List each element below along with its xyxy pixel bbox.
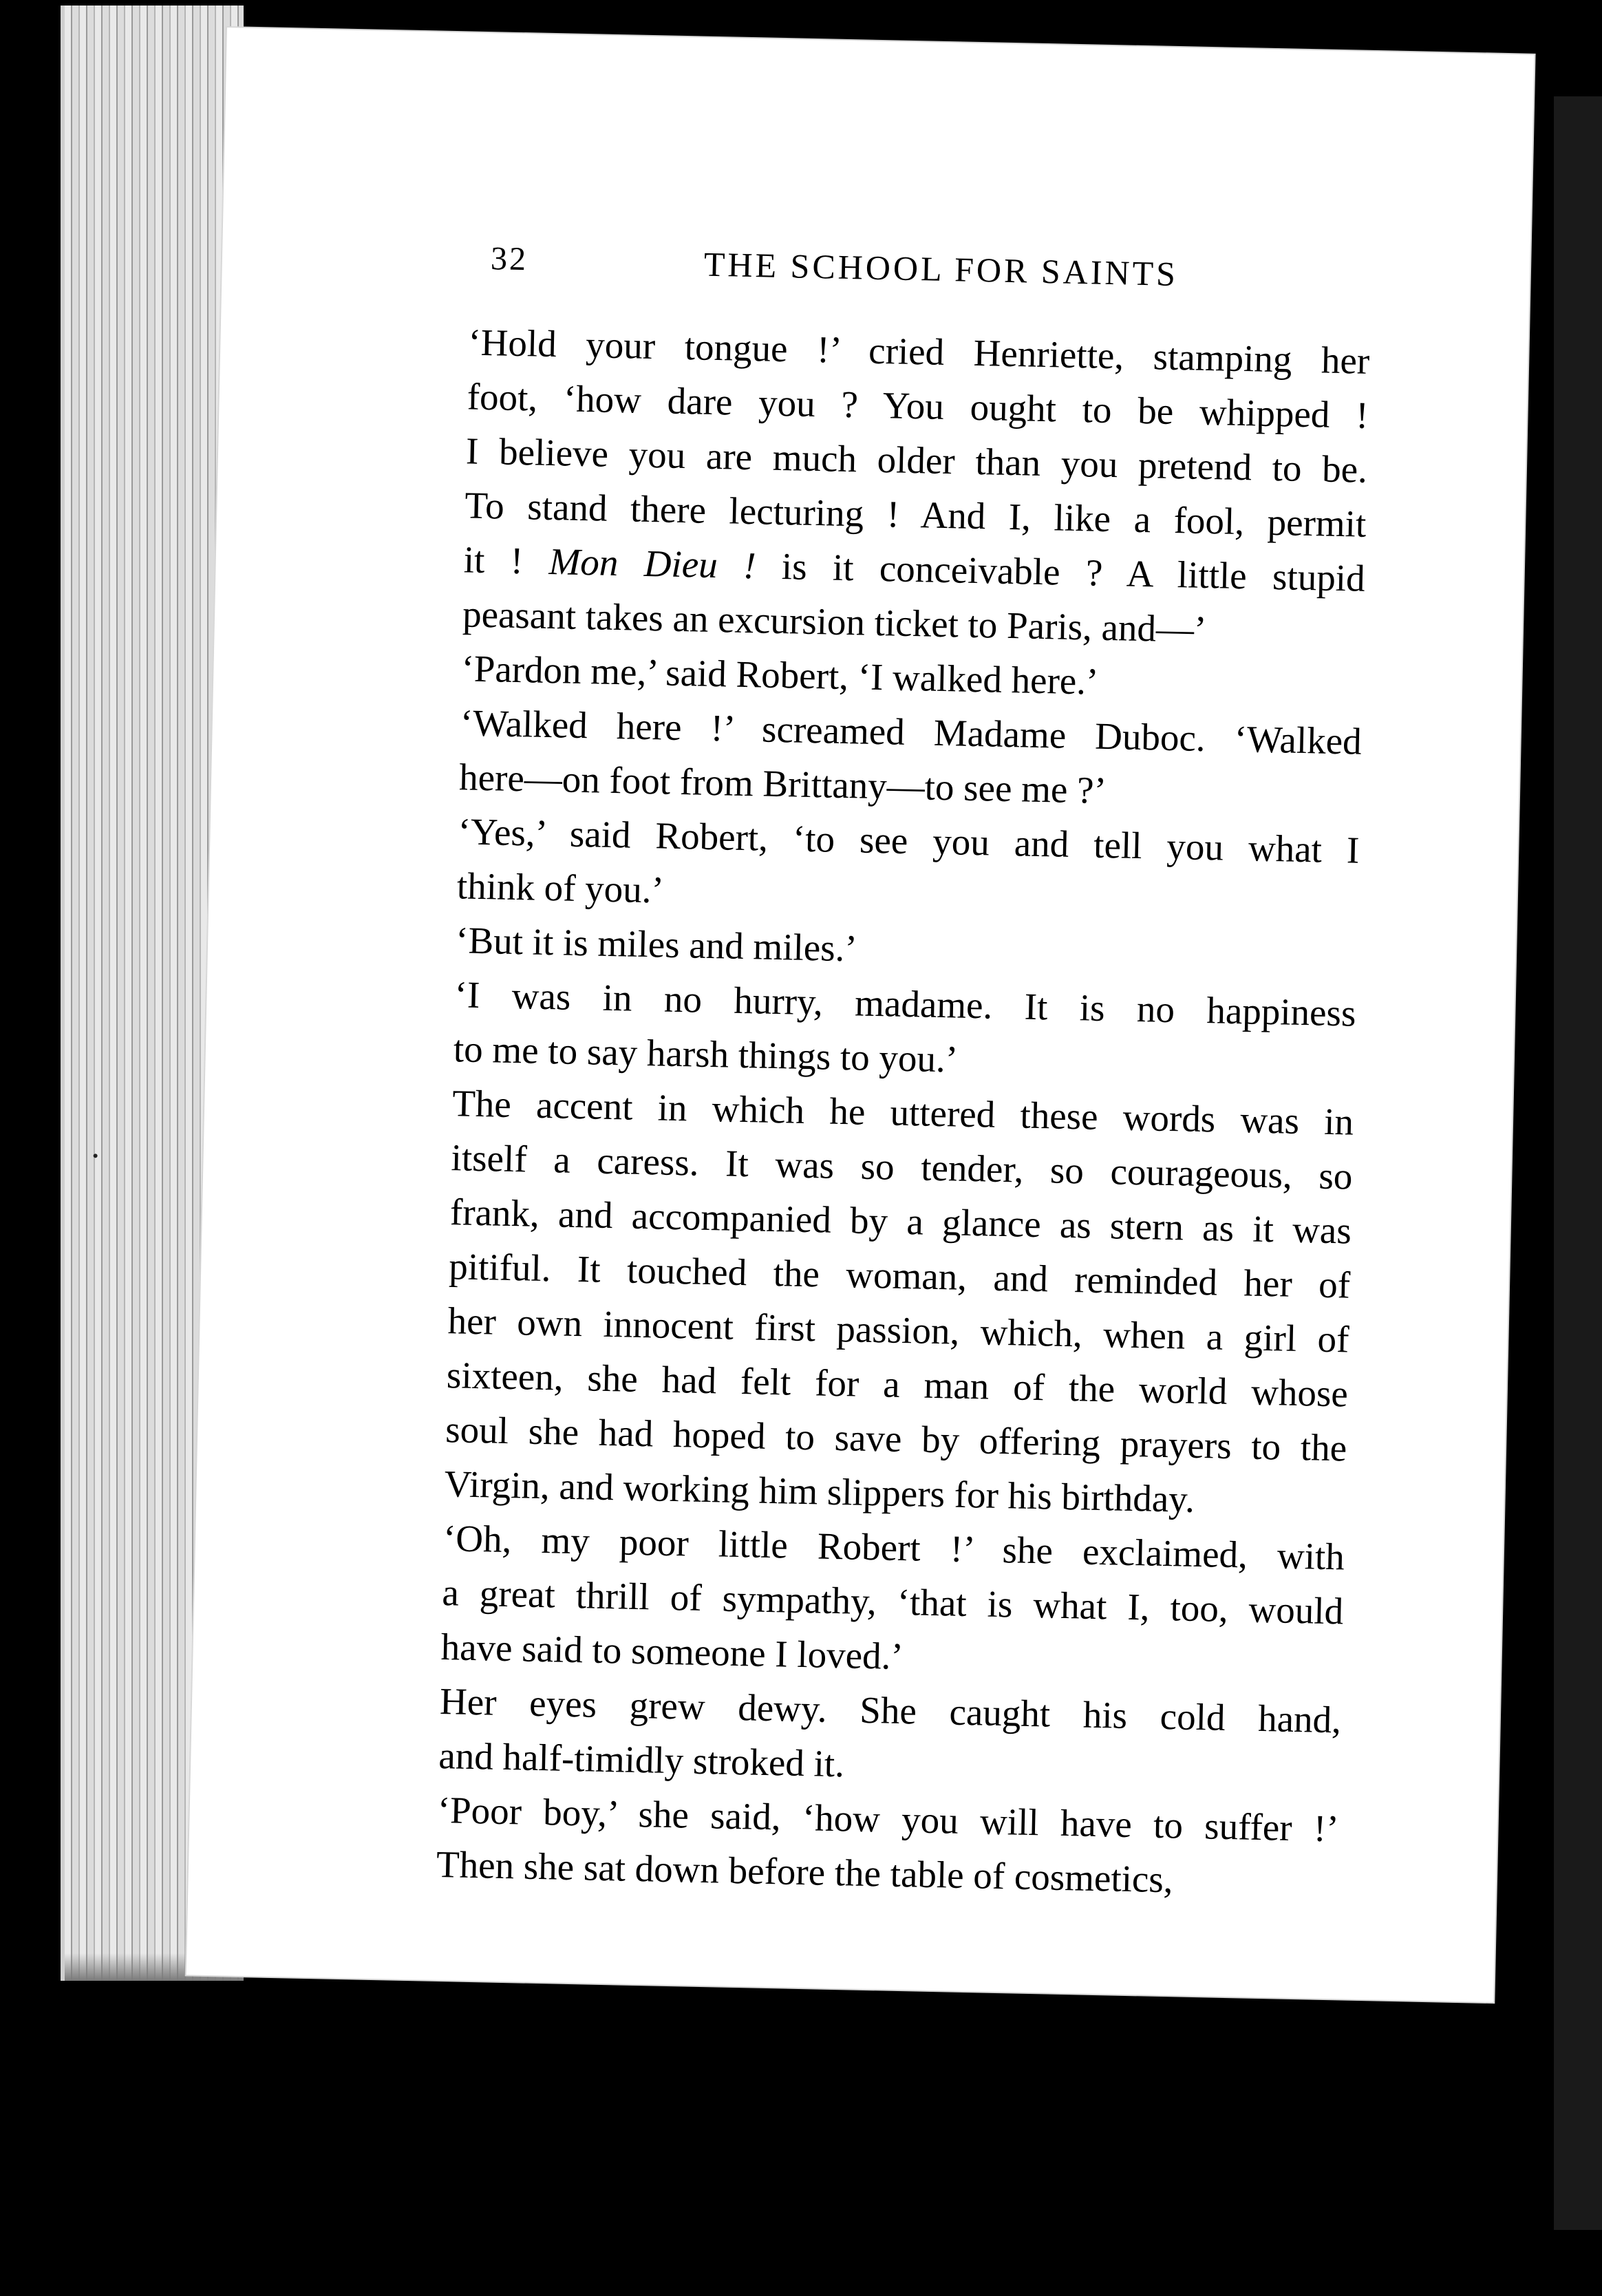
text-line: ‘Walked here !’ screamed Madame Duboc. ‘Walked [460, 701, 1363, 763]
text-line: a great thrill of sympathy, ‘that is what I, too, would [441, 1571, 1344, 1633]
text-line: ‘Poor boy,’ she said, ‘how you will have to suffer !’ [437, 1788, 1340, 1850]
text-line: Virgin, and working him slippers for his birthday. [444, 1463, 1195, 1520]
scan-speck [94, 1154, 98, 1158]
text-line: peasant takes an excursion ticket to Paris, and—’ [462, 593, 1207, 650]
text-line: ‘Oh, my poor little Robert !’ she exclaimed, with [442, 1517, 1345, 1578]
paragraph [394, 1782, 1339, 1911]
paragraph [403, 1075, 1354, 1530]
paragraph [399, 1510, 1345, 1693]
text-line: To stand there lecturing ! And I, like a fool, permit [464, 484, 1367, 545]
scan-right-edge [1554, 96, 1602, 2230]
text-line: her own innocent first passion, which, when a girl of [447, 1299, 1350, 1361]
running-head [490, 240, 1523, 316]
text-line: think of you.’ [456, 864, 665, 911]
paragraph [412, 966, 1356, 1095]
running-title: THE SCHOOL FOR SAINTS [703, 244, 1179, 294]
text-line: to me to say harsh things to you.’ [453, 1028, 959, 1081]
text-line: ‘But it is miles and miles.’ [455, 919, 858, 970]
text-line: ‘I was in no hurry, madame. It is no happiness [454, 973, 1357, 1034]
text-line: The accent in which he uttered these words was in [451, 1082, 1354, 1143]
paragraph [415, 803, 1360, 932]
text-line: Then she sat down before the table of cosmetics, [436, 1842, 1174, 1901]
text-line: ‘Pardon me,’ said Robert, ‘I walked here.’ [460, 647, 1100, 703]
text-line: sixteen, she had felt for a man of the world whose [446, 1354, 1349, 1415]
text-line: here—on foot from Brittany—to see me ?’ [458, 756, 1107, 811]
paragraph [397, 1673, 1342, 1802]
text-line: foot, ‘how dare you ? You ought to be whipped ! [467, 375, 1369, 436]
paragraph [417, 694, 1362, 823]
text-line: ‘Hold your tongue !’ cried Henriette, stamping her [467, 321, 1370, 382]
text-line: soul she had hoped to save by offering prayers to the [445, 1408, 1347, 1469]
text-line: have said to someone I loved.’ [440, 1626, 904, 1678]
paragraph [420, 314, 1370, 660]
text-line: and half-timidly stroked it. [438, 1734, 845, 1785]
text-line: Her eyes grew dewy. She caught his cold hand, [439, 1680, 1342, 1741]
book-page [186, 28, 1535, 2002]
text-line: it ! Mon Dieu ! is it conceivable ? A little stupid [463, 538, 1366, 599]
body-text [394, 314, 1370, 1910]
page-number: 32 [490, 240, 528, 278]
text-line: ‘Yes,’ said Robert, ‘to see you and tell you what I [457, 810, 1360, 871]
text-line: pitiful. It touched the woman, and reminded her of [448, 1245, 1351, 1306]
text-line: frank, and accompanied by a glance as stern as it was [449, 1191, 1352, 1252]
text-line: I believe you are much older than you pretend to be. [465, 429, 1368, 491]
text-line: itself a caress. It was so tender, so courageous, so [451, 1136, 1354, 1198]
